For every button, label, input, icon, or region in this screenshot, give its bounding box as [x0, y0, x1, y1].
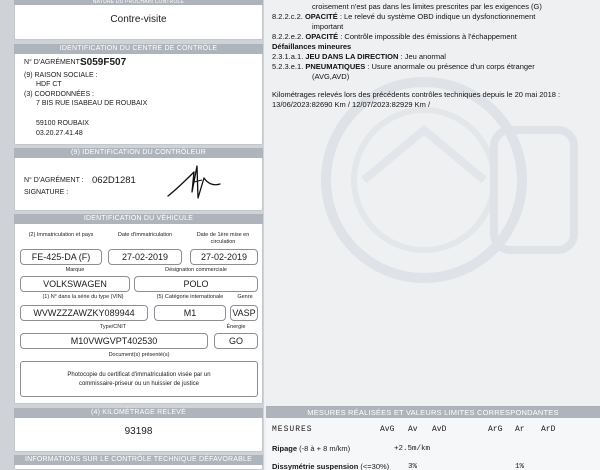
defect-line1-cont: important [312, 22, 344, 31]
defect-line1-label: OPACITÉ [304, 12, 338, 21]
centre-raison-label: (9) RAISON SOCIALE : [24, 72, 98, 79]
defect-line1 [272, 12, 535, 22]
measures-row-dissymetrie [272, 462, 389, 470]
measures-row-ripage [272, 444, 350, 453]
centre-header: IDENTIFICATION DU CENTRE DE CONTRÔLE [14, 44, 263, 54]
designation-field: POLO [134, 276, 258, 292]
imm-field: FE-425-DA (F) [20, 249, 102, 265]
defect-line2-code: 8.2.2.e.2. [272, 32, 304, 41]
measures-card [266, 406, 600, 470]
documents-line2: commissaire-priseur ou un huissier de justice [78, 381, 200, 387]
date-imm-caption: Date d'immatriculation [117, 232, 173, 238]
controleur-agrement-label: N° D'AGRÉMENT : [24, 177, 84, 184]
next-control-card [14, 0, 263, 40]
km-history-line1: Kilométrages relevés lors des précédents contrôles techniques depuis le 20 mai 2018 : [272, 90, 561, 99]
defect-line1-text: : Le relevé du système OBD indique un dysfonctionnement [339, 12, 536, 21]
marque-caption: Marque [65, 267, 85, 273]
defect-line2 [272, 32, 517, 42]
date-imm-field: 27-02-2019 [108, 249, 182, 265]
measures-col-avd: AvD [432, 425, 447, 434]
documents-box [20, 361, 258, 397]
defect-line4-label: PNEUMATIQUES [305, 62, 366, 71]
genre-field: VASP [230, 305, 258, 321]
designation-caption: Désignation commerciale [165, 267, 227, 273]
kilometrage-card [14, 408, 263, 452]
measures-col-ard: ArD [541, 425, 556, 434]
measures-col-avg: AvG [380, 425, 395, 434]
energie-caption: Énergie [226, 324, 246, 330]
centre-raison-value: HDF CT [36, 81, 62, 88]
defects-panel [264, 0, 600, 470]
dissymetrie-limit: (<=30%) [360, 462, 390, 470]
defect-line3-text: : Jeu anormal [400, 52, 446, 61]
kilometrage-value: 93198 [124, 426, 153, 437]
measures-header: MESURES RÉALISÉES ET VALEURS LIMITES CORRESPONDANTES [266, 407, 600, 418]
next-control-header: NATURE DU PROCHAIN CONTRÔLE [14, 0, 263, 5]
minor-defects-title: Défaillances mineures [272, 42, 352, 51]
measures-col-ar: Ar [515, 425, 525, 434]
categorie-caption: (5) Catégorie internationale [156, 294, 224, 300]
defect-line3 [272, 52, 446, 62]
controleur-signature-label: SIGNATURE : [24, 189, 69, 196]
defect-line4 [272, 62, 535, 72]
ripage-limit: (-8 à + 8 m/km) [299, 444, 351, 453]
imm-caption: (2) Immatriculation et pays [28, 232, 94, 238]
categorie-field: M1 [154, 305, 226, 321]
unfavorable-info-header: INFORMATIONS SUR LE CONTRÔLE TECHNIQUE DÉFAVORABLE [14, 455, 263, 465]
measures-col-av: Av [408, 425, 418, 434]
defect-line3-code: 2.3.1.a.1. [272, 52, 304, 61]
signature-image [164, 158, 224, 204]
vin-field: WVWZZZAWZKY089944 [20, 305, 148, 321]
defect-line3-label: JEU DANS LA DIRECTION [305, 52, 399, 61]
date-circ-caption: Date de 1ère mise en circulation [196, 232, 250, 245]
date-circ-field: 27-02-2019 [190, 249, 258, 265]
defect-line0-text: croisement n'est pas dans les limites prescrites par les exigences (G) [312, 2, 542, 11]
defect-line4-code: 5.2.3.e.1. [272, 62, 304, 71]
vin-caption: (1) N° dans la série du type (VIN) [42, 294, 124, 300]
defect-line1-code: 8.2.2.c.2. [272, 12, 303, 21]
energie-field: GO [214, 333, 258, 349]
defect-line0 [312, 2, 542, 12]
defect-line2-text: : Contrôle impossible des émissions à l'échappement [340, 32, 517, 41]
type-field: M10VWGVPT402530 [20, 333, 208, 349]
centre-coord-label: (3) COORDONNÉES : [24, 91, 95, 98]
vehicule-header: IDENTIFICATION DU VÉHICULE [14, 214, 263, 224]
type-caption: Type/CNIT [99, 324, 127, 330]
unfavorable-info-card [14, 455, 263, 470]
ripage-av-value: +2.5m/km [394, 445, 431, 453]
dissymetrie-ar-value: 1% [515, 463, 525, 470]
dissymetrie-avg-value: 3% [408, 463, 418, 470]
measures-col-label: MESURES [272, 425, 313, 434]
documents-line1: Photocopie du certificat d'immatriculation visée par un [67, 372, 211, 378]
marque-field: VOLKSWAGEN [20, 276, 130, 292]
defect-line2-label: OPACITÉ [305, 32, 339, 41]
centre-agrement-value: S059F507 [80, 57, 127, 68]
centre-agrement-label: N° D'AGRÉMENT : [24, 59, 84, 66]
defect-line4-cont: (AVG,AVD) [312, 72, 350, 81]
defect-line4-text: : Usure anormale ou présence d'un corps étranger [367, 62, 535, 71]
controleur-header: (9) IDENTIFICATION DU CONTRÔLEUR [14, 148, 263, 158]
centre-address-line2: 59100 ROUBAIX [36, 120, 89, 127]
ripage-label: Ripage [272, 444, 298, 453]
centre-address-line1: 7 BIS RUE ISABEAU DE ROUBAIX [36, 100, 148, 107]
centre-card [14, 44, 263, 145]
genre-caption: Genre [237, 294, 253, 300]
controleur-agrement-value: 062D1281 [92, 175, 136, 186]
km-history-line2: 13/06/2023:82690 Km / 12/07/2023:82929 Km / [272, 100, 431, 109]
centre-phone: 03.20.27.41.48 [36, 130, 83, 137]
next-control-value: Contre-visite [110, 14, 167, 25]
measures-col-arg: ArG [488, 425, 503, 434]
documents-caption: Document(s) présenté(s) [108, 352, 170, 358]
dissymetrie-label: Dissymétrie suspension [272, 462, 359, 470]
controleur-card [14, 148, 263, 211]
kilometrage-header: (4) KILOMÉTRAGE RELEVÉ [14, 408, 263, 418]
vehicule-card [14, 214, 263, 404]
